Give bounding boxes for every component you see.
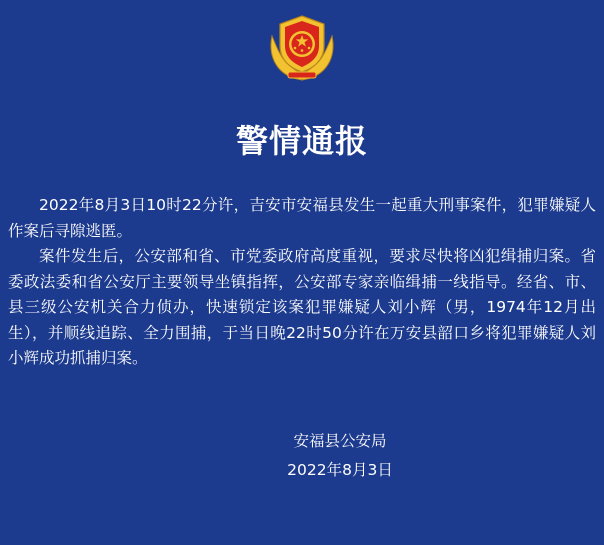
notice-body: [8, 193, 596, 372]
notice-paragraph-1: 2022年8月3日10时22分许，吉安市安福县发生一起重大刑事案件，犯罪嫌疑人作案后寻隙逃匿。: [8, 196, 596, 240]
issuer-name: 安福县公安局: [293, 432, 387, 450]
issue-date: 2022年8月3日: [287, 461, 393, 479]
notice-title: 警情通报: [235, 122, 368, 160]
police-emblem-icon: [262, 12, 342, 84]
notice-paragraph-2: 案件发生后，公安部和省、市党委政府高度重视，要求尽快将凶犯缉捕归案。省委政法委和省公安厅主要领导坐镇指挥，公安部专家亲临缉捕一线指导。经省、市、县三级公安机关合力侦办，快速锁定该案犯罪嫌疑人刘小辉（男，1974年12月出生），并顺线追踪、全力围捕，于当日晚22时50分许在万安县韶口乡将犯罪嫌疑人刘小辉成功抓捕归案。: [8, 247, 596, 367]
